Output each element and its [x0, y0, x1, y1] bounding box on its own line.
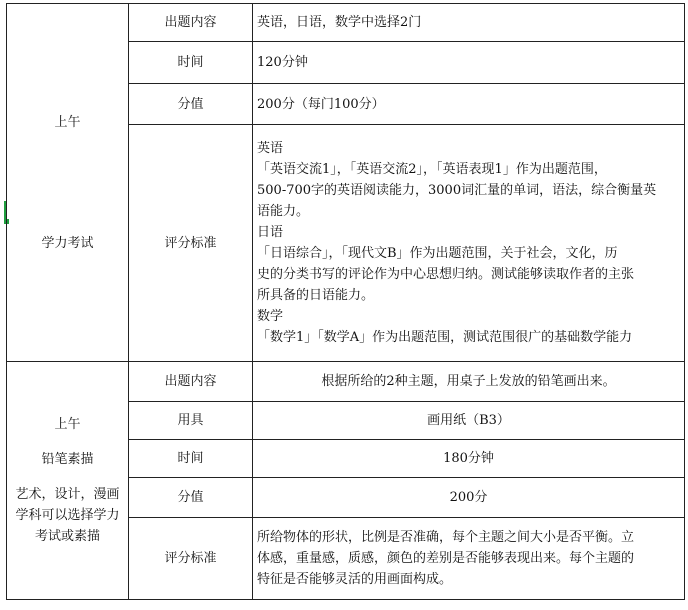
row-content	[253, 478, 685, 518]
section-label-line: 上午	[54, 114, 81, 130]
row-label: 出题内容	[129, 362, 253, 402]
content-line: 英语，日语，数学中选择2门	[257, 15, 422, 30]
row-label: 评分标准	[129, 125, 253, 362]
row-label: 分值	[129, 84, 253, 125]
content-line: 500-700字的英语阅读能力，3000词汇量的单词，语法，综合衡量英	[257, 183, 657, 198]
content-line: 所给物体的形状，比例是否准确，每个主题之间大小是否平衡。立	[257, 530, 635, 545]
content-line: 「日语综合」，「现代文B」作为出题范围，关于社会，文化，历	[257, 246, 618, 261]
section-label-cell	[7, 362, 129, 600]
row-label: 用具	[129, 402, 253, 440]
table-row	[7, 362, 685, 402]
content-line: 120分钟	[257, 55, 308, 70]
exam-table	[6, 3, 685, 600]
row-label: 时间	[129, 440, 253, 478]
row-content	[253, 42, 685, 84]
row-content	[253, 440, 685, 478]
row-content	[253, 84, 685, 125]
row-content	[253, 518, 685, 600]
row-label: 出题内容	[129, 4, 253, 42]
row-content	[253, 402, 685, 440]
row-label: 时间	[129, 42, 253, 84]
row-label: 分值	[129, 478, 253, 518]
section-label-line: 铅笔素描	[41, 452, 94, 467]
content-line: 180分钟	[443, 451, 494, 466]
content-line: 根据所给的2种主题，用桌子上发放的铅笔画出来。	[321, 374, 616, 389]
row-content	[253, 4, 685, 42]
content-line: 史的分类书写的评论作为中心思想归纳。测试能够读取作者的主张	[257, 267, 635, 282]
content-line: 「数学1」「数学A」作为出题范围，测试范围很广的基础数学能力	[257, 330, 633, 345]
row-content	[253, 362, 685, 402]
section-label-line: 上午	[54, 417, 81, 432]
content-line: 「英语交流1」，「英语交流2」，「英语表现1」作为出题范围，	[257, 162, 607, 177]
content-line: 所具备的日语能力。	[257, 288, 375, 303]
section-label-cell	[7, 4, 129, 362]
content-line: 日语	[257, 225, 284, 240]
section-label-line: 考试或素描	[34, 529, 100, 544]
content-line: 画用纸（B3）	[427, 413, 510, 428]
content-line: 英语	[257, 141, 284, 156]
content-line: 语能力。	[257, 204, 310, 219]
section-label-line: 学力考试	[41, 235, 94, 251]
content-line: 特征是否能够灵活的用画面构成。	[257, 572, 453, 587]
table-row	[7, 4, 685, 42]
content-line: 200分	[449, 490, 488, 505]
row-content	[253, 125, 685, 362]
section-label-line: 学科可以选择学力	[15, 508, 120, 523]
content-line: 200分（每门100分）	[257, 96, 385, 112]
section-label-line: 艺术，设计，漫画	[15, 487, 120, 502]
content-line: 体感，重量感，质感，颜色的差别是否能够表现出来。每个主题的	[257, 551, 635, 566]
content-line: 数学	[257, 309, 284, 324]
row-label: 评分标准	[129, 518, 253, 600]
